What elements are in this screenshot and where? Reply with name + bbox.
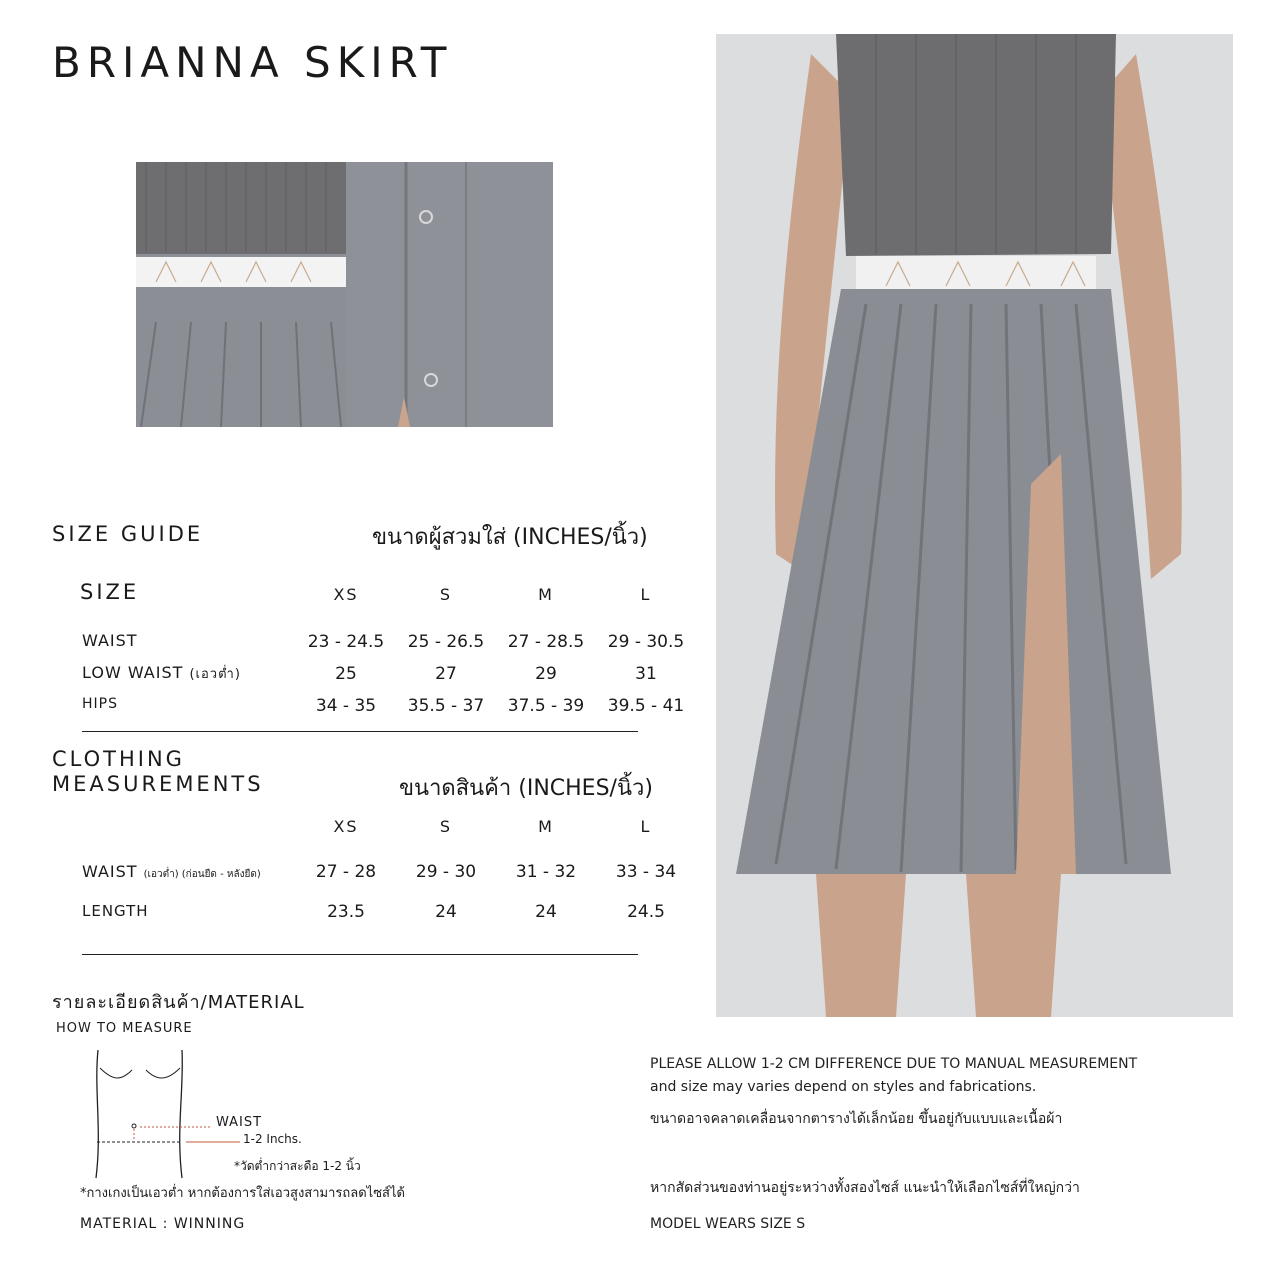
row-label-sub: (เอวต่ำ) (ก่อนยืด - หลังยืด) — [143, 869, 261, 880]
size-guide-heading: SIZE GUIDE — [52, 522, 204, 546]
cell: 27 — [435, 664, 457, 684]
cell: 31 — [635, 664, 657, 684]
size-col-xs: XS — [333, 585, 359, 604]
note-line-2: and size may varies depend on styles and fabrications. — [650, 1079, 1037, 1095]
cell: 23.5 — [327, 902, 365, 922]
cell: 29 - 30.5 — [607, 632, 685, 652]
clothing-col-s: S — [439, 817, 453, 836]
note-line-5: MODEL WEARS SIZE S — [650, 1216, 806, 1232]
how-to-measure-label: HOW TO MEASURE — [56, 1021, 193, 1036]
cell: 24.5 — [627, 902, 665, 922]
note-line-3: ขนาดอาจคลาดเคลื่อนจากตารางได้เล็กน้อย ขึ้นอยู่กับแบบและเนื้อผ้า — [650, 1111, 1063, 1127]
cell: 24 — [535, 902, 557, 922]
cell: 35.5 - 37 — [407, 696, 485, 716]
cell: 27 - 28 — [315, 862, 377, 882]
clothing-row-label-length — [82, 902, 149, 920]
detail-photo — [136, 162, 553, 427]
row-label-text: HIPS — [82, 696, 118, 712]
model-photo-illustration — [716, 34, 1233, 1017]
diagram-offset-label: 1-2 Inchs. — [243, 1132, 302, 1146]
low-waist-note: *กางเกงเป็นเอวต่ำ หากต้องการใส่เอวสูงสามารถลดไซส์ได้ — [80, 1186, 405, 1201]
row-label-text: WAIST — [82, 631, 138, 650]
row-label-text: LOW WAIST — [82, 663, 184, 682]
cell: 23 - 24.5 — [307, 632, 385, 652]
cell: 25 - 26.5 — [407, 632, 485, 652]
divider — [82, 954, 638, 955]
cell: 33 - 34 — [615, 862, 677, 882]
clothing-col-m: M — [538, 817, 554, 836]
material-heading: รายละเอียดสินค้า/MATERIAL — [52, 992, 305, 1013]
model-photo — [716, 34, 1233, 1017]
size-col-l: L — [640, 585, 652, 604]
row-label-text: WAIST — [82, 862, 138, 881]
cell: 37.5 - 39 — [507, 696, 585, 716]
cell: 29 - 30 — [415, 862, 477, 882]
material-label: MATERIAL : WINNING — [80, 1216, 246, 1232]
cell: 31 - 32 — [515, 862, 577, 882]
diagram-note-th: *วัดต่ำกว่าสะดือ 1-2 นิ้ว — [234, 1159, 361, 1173]
cell: 27 - 28.5 — [507, 632, 585, 652]
detail-photo-illustration — [136, 162, 553, 427]
divider — [82, 731, 638, 732]
cell: 29 — [535, 664, 557, 684]
clothing-heading-th: ขนาดสินค้า (INCHES/นิ้ว) — [399, 776, 653, 801]
row-label-sub: (เอวต่ำ) — [189, 667, 241, 682]
clothing-heading-line2: MEASUREMENTS — [52, 772, 264, 796]
clothing-row-label-waist — [82, 862, 261, 882]
size-col-m: M — [538, 585, 554, 604]
cell: 39.5 - 41 — [607, 696, 685, 716]
size-col-s: S — [439, 585, 453, 604]
note-line-1: PLEASE ALLOW 1-2 CM DIFFERENCE DUE TO MANUAL MEASUREMENT — [650, 1056, 1138, 1072]
product-title: BRIANNA SKIRT — [52, 38, 453, 87]
diagram-waist-label: WAIST — [216, 1115, 263, 1130]
cell: 25 — [335, 664, 357, 684]
row-label-text: LENGTH — [82, 902, 149, 920]
clothing-col-l: L — [640, 817, 652, 836]
cell: 24 — [435, 902, 457, 922]
clothing-heading-line1: CLOTHING — [52, 747, 185, 771]
size-guide-heading-th: ขนาดผู้สวมใส่ (INCHES/นิ้ว) — [372, 525, 648, 550]
row-label-low-waist — [82, 663, 241, 684]
clothing-col-xs: XS — [333, 817, 359, 836]
row-label-waist — [82, 631, 138, 650]
note-line-4: หากสัดส่วนของท่านอยู่ระหว่างทั้งสองไซส์ แนะนำให้เลือกไซส์ที่ใหญ่กว่า — [650, 1180, 1080, 1196]
row-label-hips — [82, 696, 118, 712]
size-label: SIZE — [80, 580, 140, 604]
cell: 34 - 35 — [315, 696, 377, 716]
